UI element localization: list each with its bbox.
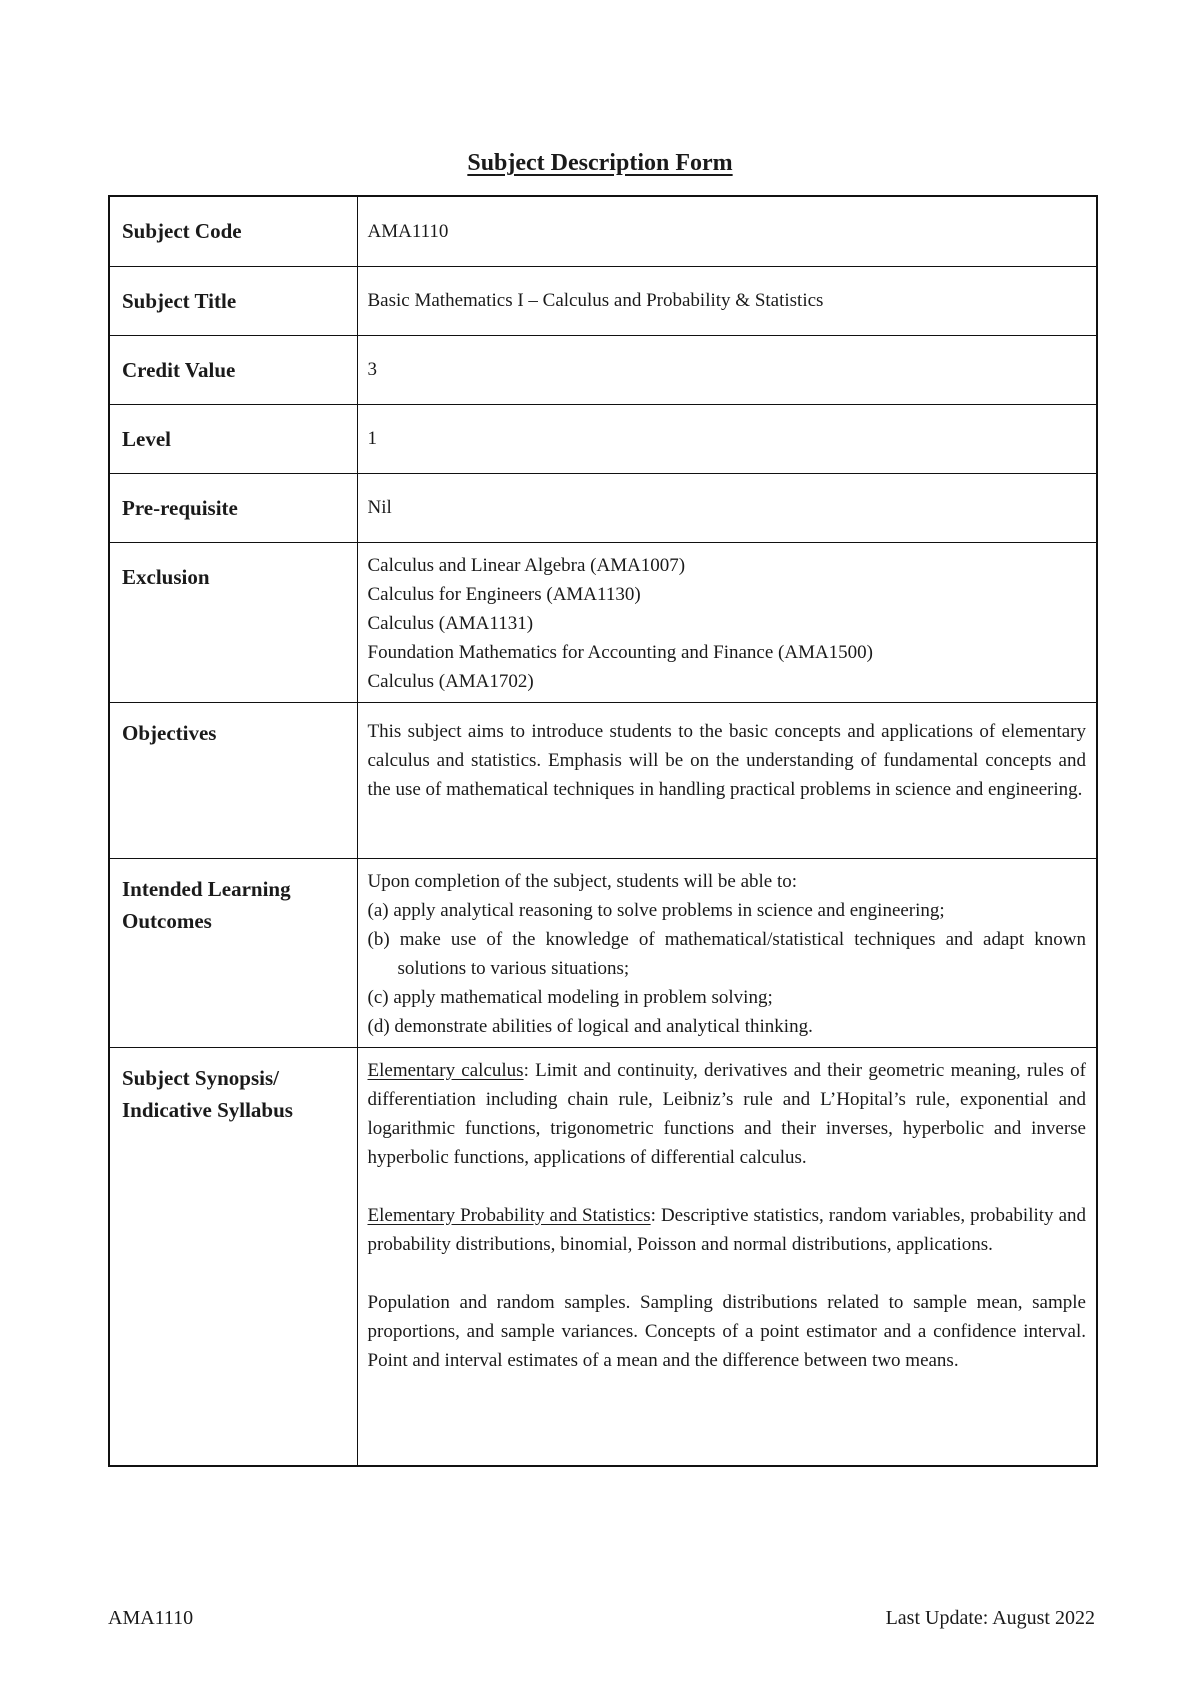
synopsis-paragraph: [368, 1056, 1087, 1172]
synopsis-heading: Elementary calculus: [367, 1059, 524, 1081]
exclusion-item: Calculus and Linear Algebra (AMA1007): [367, 554, 686, 576]
prerequisite-label: Pre-requisite: [109, 473, 357, 542]
ilo-value: [357, 858, 1097, 1047]
exclusion-label: Exclusion: [109, 542, 357, 702]
synopsis-paragraph: [368, 1201, 1087, 1259]
table-row: [109, 473, 1097, 542]
objectives-label: Objectives: [109, 702, 357, 858]
table-row: [109, 858, 1097, 1047]
table-row: [109, 404, 1097, 473]
credit-value-value: 3: [357, 335, 1097, 404]
footer-last-update: Last Update: August 2022: [885, 1607, 1095, 1629]
subject-title-label: Subject Title: [109, 266, 357, 335]
objectives-value: This subject aims to introduce students to the basic concepts and applications of elementary calculus and statistics. Emphasis will be on the understanding of fundamental concepts and the use of mathematical techniques in handling practical problems in science and engineering.: [357, 702, 1097, 858]
synopsis-label-line: Indicative Syllabus: [122, 1097, 293, 1122]
ilo-label-line: Intended Learning: [122, 876, 291, 901]
prerequisite-value: Nil: [357, 473, 1097, 542]
footer-subject-code: AMA1110: [108, 1607, 194, 1629]
ilo-item: (b) make use of the knowledge of mathematical/statistical techniques and adapt known solutions to various situations;: [367, 928, 1086, 979]
ilo-intro: Upon completion of the subject, students will be able to:: [367, 870, 798, 892]
credit-value-label: Credit Value: [109, 335, 357, 404]
exclusion-value: [357, 542, 1097, 702]
ilo-label-line: Outcomes: [122, 908, 212, 933]
ilo-item: (c) apply mathematical modeling in problem solving;: [367, 986, 773, 1008]
synopsis-heading: Elementary Probability and Statistics: [367, 1204, 651, 1226]
subject-code-label: Subject Code: [109, 196, 357, 266]
synopsis-text: : Limit and continuity, derivatives and their geometric meaning, rules of differentiation including chain rule, Leibniz’s rule and L’Hopital’s rule, exponential and logarithmic functions, trigonometric functions and their inverses, hyperbolic and inverse hyperbolic functions, applications of differential calculus.: [367, 1059, 1086, 1168]
level-value: 1: [357, 404, 1097, 473]
synopsis-text: : Descriptive statistics, random variables, probability and probability distributions, binomial, Poisson and normal distributions, applications.: [367, 1204, 1087, 1255]
table-row: [109, 335, 1097, 404]
ilo-item: (a) apply analytical reasoning to solve problems in science and engineering;: [367, 899, 945, 921]
table-row: [109, 266, 1097, 335]
table-row: [109, 196, 1097, 266]
exclusion-item: Calculus (AMA1131): [367, 612, 534, 634]
subject-description-table: [108, 195, 1098, 1467]
exclusion-item: Foundation Mathematics for Accounting and Finance (AMA1500): [367, 641, 874, 663]
exclusion-item: Calculus (AMA1702): [367, 670, 534, 692]
synopsis-label-line: Subject Synopsis/: [122, 1065, 279, 1090]
level-label: Level: [109, 404, 357, 473]
table-row: [109, 542, 1097, 702]
synopsis-label: [109, 1047, 357, 1466]
table-row: [109, 1047, 1097, 1466]
table-row: [109, 702, 1097, 858]
synopsis-value: [357, 1047, 1097, 1466]
ilo-label: [109, 858, 357, 1047]
synopsis-paragraph: Population and random samples. Sampling distributions related to sample mean, sample proportions, and sample variances. Concepts of a point estimator and a confidence interval. Point and interval estimates of a mean and the difference between two means.: [367, 1291, 1086, 1371]
ilo-item: (d) demonstrate abilities of logical and analytical thinking.: [367, 1015, 813, 1037]
subject-code-value: AMA1110: [357, 196, 1097, 266]
exclusion-item: Calculus for Engineers (AMA1130): [367, 583, 641, 605]
subject-title-value: Basic Mathematics I – Calculus and Probability & Statistics: [357, 266, 1097, 335]
page-title: Subject Description Form: [467, 150, 733, 176]
